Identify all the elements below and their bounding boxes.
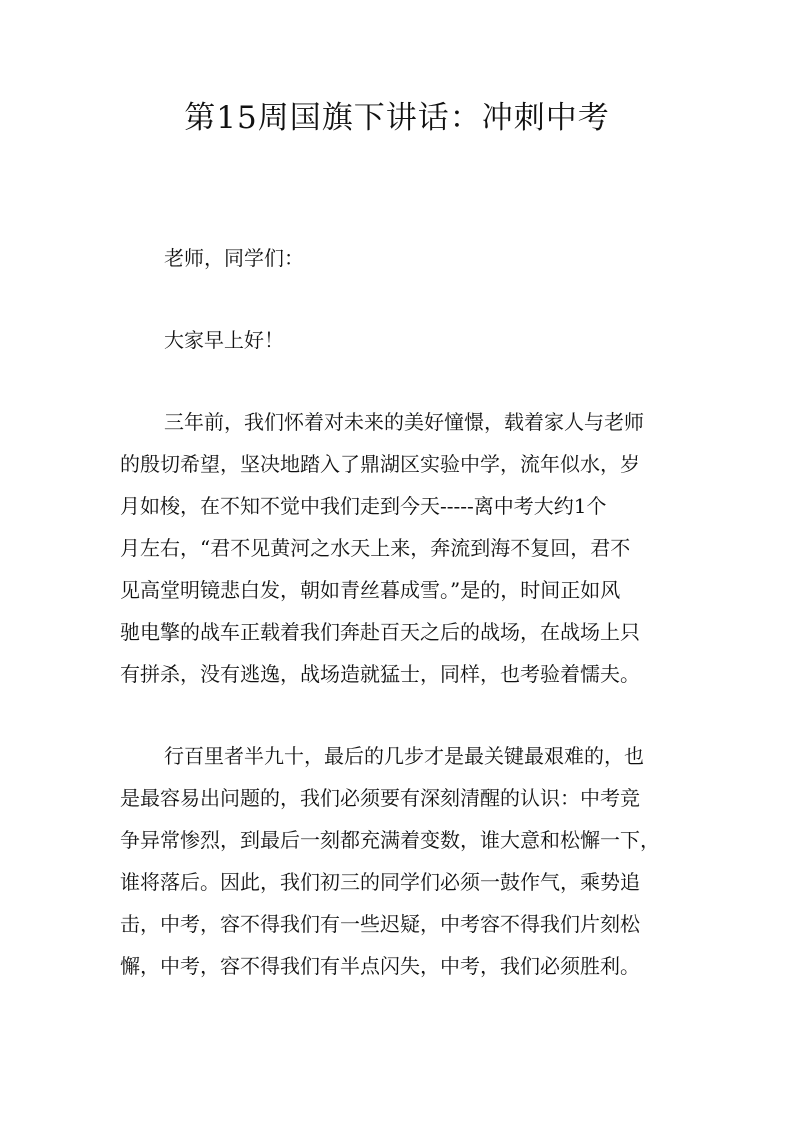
greeting: 大家早上好！ [164, 328, 284, 352]
paragraph-2-line-2: 是最容易出问题的，我们必须要有深刻清醒的认识：中考竞 [120, 786, 640, 810]
salutation: 老师，同学们： [164, 246, 304, 270]
paragraph-1-line-6: 驰电擎的战车正载着我们奔赴百天之后的战场，在战场上只 [120, 620, 640, 644]
paragraph-1-line-4: 月左右，“君不见黄河之水天上来，奔流到海不复回，君不 [120, 536, 631, 560]
paragraph-2-line-4: 谁将落后。因此，我们初三的同学们必须一鼓作气，乘势追 [120, 870, 640, 894]
paragraph-1-line-5: 见高堂明镜悲白发，朝如青丝暮成雪。”是的，时间正如风 [120, 578, 621, 602]
paragraph-2-line-5: 击，中考，容不得我们有一些迟疑，中考容不得我们片刻松 [120, 912, 640, 936]
paragraph-1-line-3: 月如梭，在不知不觉中我们走到今天-----离中考大约1个 [120, 494, 607, 518]
paragraph-2-line-3: 争异常惨烈，到最后一刻都充满着变数，谁大意和松懈一下， [120, 828, 660, 852]
paragraph-2-line-6: 懈，中考，容不得我们有半点闪失，中考，我们必须胜利。 [120, 954, 640, 978]
paragraph-1-line-2: 的殷切希望，坚决地踏入了鼎湖区实验中学，流年似水，岁 [120, 452, 640, 476]
paragraph-1-line-1: 三年前，我们怀着对未来的美好憧憬，载着家人与老师 [164, 410, 644, 434]
paragraph-2-line-1: 行百里者半九十，最后的几步才是最关键最艰难的，也 [164, 744, 644, 768]
document-title: 第15周国旗下讲话：冲刺中考 [184, 100, 610, 136]
paragraph-1-line-7: 有拼杀，没有逃逸，战场造就猛士，同样，也考验着懦夫。 [120, 662, 640, 686]
